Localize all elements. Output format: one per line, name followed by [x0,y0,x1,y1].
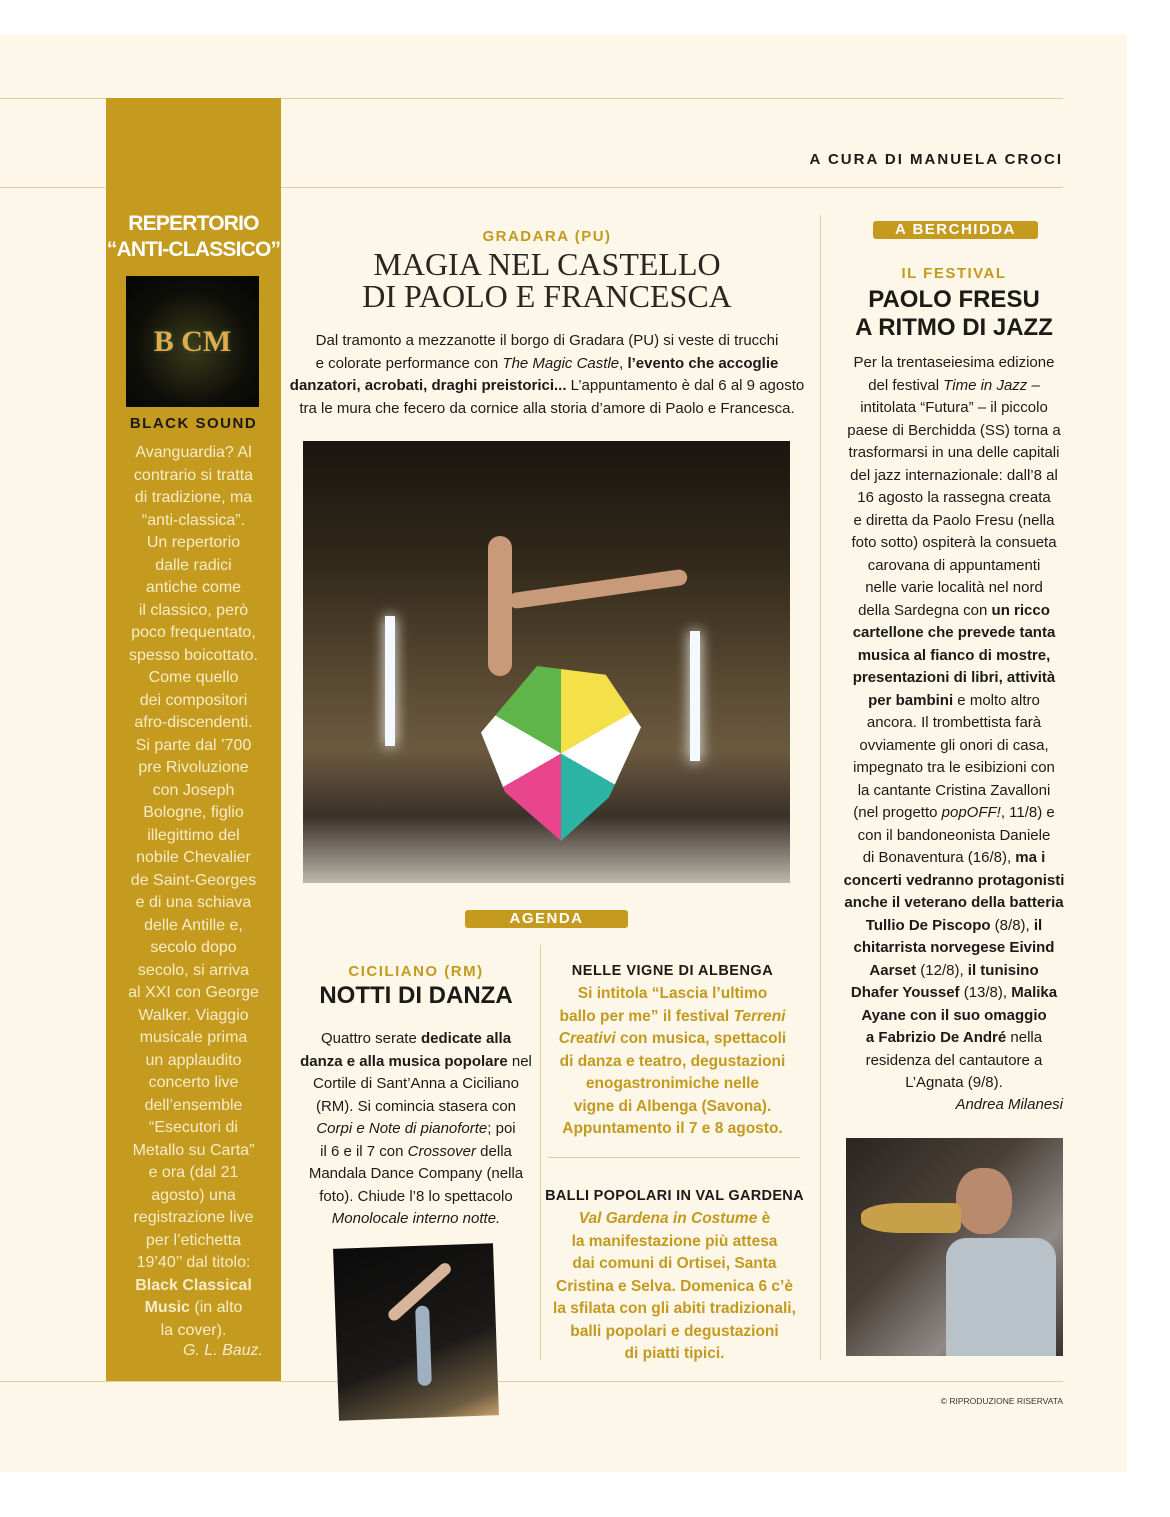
text-run: ma i concerti vedranno protagonisti anche il veterano della batteria Tullio De Piscopo [843,849,1065,934]
acrobat-figure [488,536,512,676]
gardena-title: BALLI POPOLARI IN VAL GARDENA [545,1188,804,1204]
dance-photo [333,1243,499,1420]
text-run: , [619,354,628,372]
ciciliano-kicker: CICILIANO (RM) [348,963,484,980]
light-tube [690,631,700,761]
gardena-body [545,1208,804,1366]
ciciliano-body [290,1028,542,1231]
text-run: nella residenza del cantautore a L’Agnata (9/8). [865,1029,1043,1091]
text-run: Quattro serate [320,1030,421,1047]
main-body [285,330,809,420]
text-run: The Magic Castle [502,354,620,372]
acrobat-figure [508,569,688,610]
berchidda-pill: A BERCHIDDA [873,221,1038,239]
album-cover-image [126,276,259,407]
text-run: – intitolata “Futura” – il piccolo paese di Berchidda (SS) torna a trasformarsi in una delle capitali del jazz internazionale: dall’8 al 16 agosto la rassegna creata e diretta da Paolo Fresu (nella foto sotto) ospiterà la consueta carovana di appuntamenti nelle varie località nel nord della Sardegna con [847,376,1061,619]
text-run: Time in Jazz [943,376,1028,394]
sidebar-title: REPERTORIO “ANTI-CLASSICO” [106,212,281,261]
dancer-figure [415,1306,432,1386]
festival-body [832,352,1076,1095]
text-run: e molto altro ancora. Il trombettista farà ovviamente gli onori di casa, impegnato tra le esibizioni con la cantante Cristina Zavalloni (nel progetto [853,691,1055,821]
main-kicker: GRADARA (PU) [482,228,612,245]
ciciliano-title: NOTTI DI DANZA [319,982,513,1009]
text-run: il chitarrista norvegese Eivind Aarset [853,916,1055,979]
text-run: , 11/8) e con il bandoneonista Daniele di Bonaventura (16/8), [857,804,1055,866]
text-run: Si intitola “Lascia l’ultimo ballo per me” il festival [559,985,768,1025]
divider [820,215,821,1360]
magic-castle-photo [303,441,790,883]
text-run: con musica, spettacoli di danza e teatro, degustazioni enogastronimiche nelle vigne di Albenga (Savona). Appuntamento il 7 e 8 agosto. [559,1030,787,1137]
text-run: è la manifestazione più attesa dai comuni di Ortisei, Santa Cristina e Selva. Domenica 6 c’è la sfilata con gli abiti tradizionali, balli popolari e degustazioni di piatti tipici. [553,1210,796,1362]
text-run: il tunisino Dhafer Youssef [850,961,1039,1001]
light-tube [385,616,395,746]
text-run: Corpi e Note di pianoforte [316,1120,488,1137]
albenga-body [545,983,800,1141]
divider [548,1157,800,1158]
text-run: Black Classical Music [135,1276,252,1316]
main-title: MAGIA NEL CASTELLO DI PAOLO E FRANCESCA [362,246,732,314]
text-run: ; poi il 6 e il 7 con [320,1120,516,1160]
sidebar-body [106,442,281,1342]
sidebar-author: G. L. Bauz. [182,1342,263,1359]
text-run: Per la trentaseiesima edizione del festival [853,354,1055,394]
musician-figure [956,1168,1012,1234]
albenga-title: NELLE VIGNE DI ALBENGA [571,963,774,979]
sidebar-kicker: BLACK SOUND [129,415,258,432]
text-run: (12/8), [916,961,968,979]
text-run: Malika Ayane con il suo omaggio a Fabrizio De André [861,984,1058,1046]
flugelhorn [861,1203,961,1233]
text-run: Monolocale interno notte. [331,1210,501,1227]
festival-kicker: IL FESTIVAL [901,265,1007,282]
copyright: © RIPRODUZIONE RISERVATA [940,1396,1063,1406]
text-run: popOFF! [941,804,1001,821]
curator-credit: A CURA DI MANUELA CROCI [809,151,1063,168]
text-run: dedicate alla danza e alla musica popolare [300,1030,512,1070]
text-run: Avanguardia? Al contrario si tratta di tradizione, ma “anti-classica”. Un repertorio dalle radici antiche come il classico, però poco frequentato, spesso boicottato. Come quello dei compositori afro-discendenti. Si parte dal ’700 pre Rivoluzione con Joseph Bologne, figlio illegittimo del nobile Chevalier de Saint-Georges e di una schiava delle Antille e, secolo dopo secolo, si arriva al XXI con George Walker. Viaggio musicale prima un applaudito concerto live dell’ensemble “Esecutori di Metallo su Carta” e ora (dal 21 agosto) una registrazione live per l’etichetta 19’40’’ dal titolo: [128,444,259,1271]
text-run: l’evento che accoglie danzatori, acrobati, draghi preistorici... [289,354,779,394]
agenda-pill: AGENDA [465,910,628,928]
album-cover-logo: B CM [153,324,232,358]
musician-figure [946,1238,1056,1356]
text-run: (in alto la cover). [160,1299,243,1339]
text-run: Terreni Creativi [558,1007,786,1047]
text-run: Val Gardena in Costume [578,1210,758,1227]
text-run: della Mandala Dance Company (nella foto). Chiude l’8 lo spettacolo [308,1142,524,1205]
text-run: Crossover [407,1142,477,1160]
text-run: L’appuntamento è dal 6 al 9 agosto tra le mura che fecero da cornice alla storia d’amore di Paolo e Francesca. [299,377,805,417]
cube-sculpture [481,666,641,841]
text-run: (8/8), [990,916,1034,934]
divider [0,1381,1063,1382]
sidebar-box [106,98,281,1381]
divider [540,945,541,1360]
text-run: Dal tramonto a mezzanotte il borgo di Gradara (PU) si veste di trucchi e colorate performance con [315,332,779,372]
paolo-fresu-photo [846,1138,1063,1356]
text-run: un ricco cartellone che prevede tanta musica al fianco di mostre, presentazioni di libri, attività per bambini [852,601,1056,709]
festival-title: PAOLO FRESU A RITMO DI JAZZ [855,286,1053,341]
festival-author: Andrea Milanesi [955,1096,1063,1113]
text-run: (13/8), [959,984,1012,1001]
text-run: nel Cortile di Sant’Anna a Ciciliano (RM). Si comincia stasera con [313,1052,532,1115]
